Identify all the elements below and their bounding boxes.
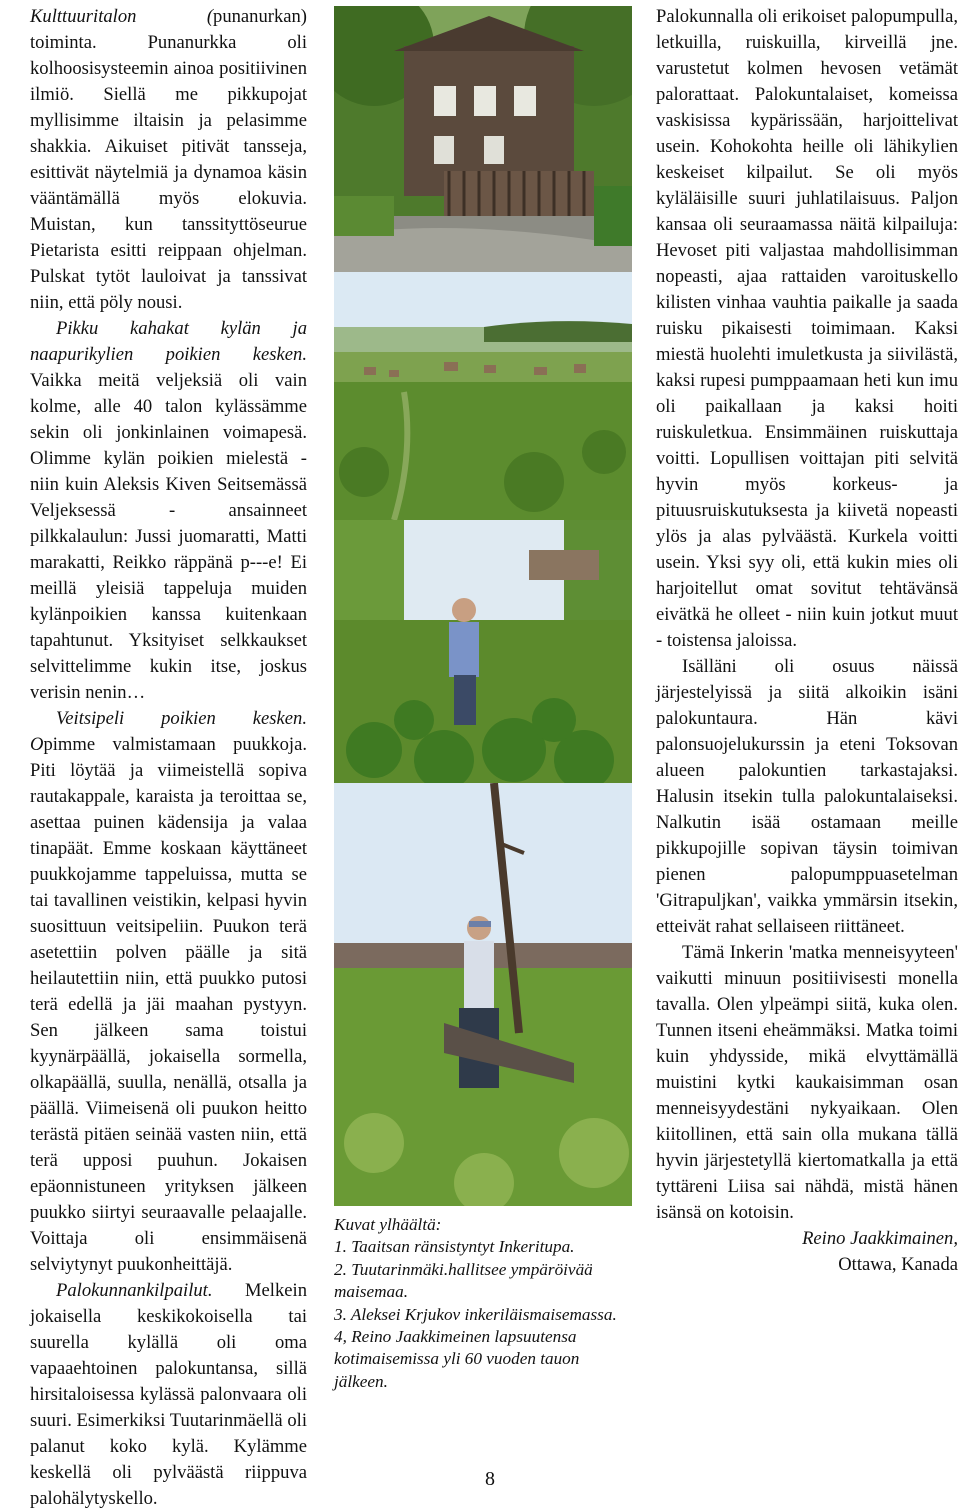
caption-1: 1. Taaitsan ränsistyntyt Inkeritupa. <box>334 1237 575 1257</box>
text-column-right <box>656 4 958 1278</box>
author-location: Ottawa, Kanada <box>838 1254 958 1275</box>
photo-man-in-garden <box>334 520 632 783</box>
photo-captions <box>334 1214 634 1393</box>
paragraph-knife-game <box>30 706 307 1278</box>
caption-2: 2. Tuutarinmäki.hallitsee ympäröivää maisemaa. <box>334 1259 593 1302</box>
paragraph-father: Isälläni oli osuus näissä järjestelyissä ja siitä alkoikin isäni palokuntaura. Hän kävi palonsuojelukurssin ja eteni Toksovan alueen palokuntien tarkastajaksi. Halusin itsekin tulla palokuntalaiseksi. Nalkutin isää ostamaan meille pikkupojille sopivan täysin toimivan pienen palopumppuasetelman 'Gitrapuljkan', vaikka ymmärsin itsekin, etteivät rahat sellaiseen riittäneet. <box>656 656 958 937</box>
photo-old-house <box>334 6 632 272</box>
section-lead: Pikku kahakat kylän ja naapurikylien poikien kesken. <box>30 318 307 365</box>
paragraph-text: Vaikka meitä veljeksiä oli vain kolme, alle 40 talon kylässämme sekin oli jonkinlainen voimapesä. Olimme kylän poikien mielestä - niin kuin Aleksis Kiven Seitsemässä Veljeksessä - ansainneet pilkkalaulun: Jussi juomaratti, Matti marakatti, Reikko räppänä p---e! Ei meillä yleisiä tappeluja muiden kylänpoikien kanssa kuitenkaan tapahtunut. Yksityiset selkkaukset selvittelimme kukin itse, joskus verisin nenin… <box>30 370 307 703</box>
paragraph-culture-house <box>30 4 307 316</box>
section-lead: Kulttuuritalon ( <box>30 6 214 27</box>
photo-village-view <box>334 272 632 520</box>
paragraph-fire-brigade <box>30 1278 307 1512</box>
paragraph-skirmishes <box>30 316 307 706</box>
captions-header: Kuvat ylhäältä: <box>334 1215 442 1234</box>
paragraph-fire-carts: Palokunnalla oli erikoiset palopumpulla, letkuilla, ruiskuilla, kirveillä jne. varustetut kolmen hevosen vetämät palorattaat. Palokuntalaiset, komeissa vaskisissa kypärissään, harjoittelivat usein. Kohokohta heille oli lähikylien keskeiset kilpailut. Se oli myös kyläläisille suuri juhlatilaisuus. Paljon kansaa oli seuraamassa näitä kilpailuja: Hevoset piti valjastaa mahdollisimman nopeasti, ajaa rattaiden varoituskello kilisten vinhaa vauhtia paikalle ja saada ruisku pikaisesti toimimaan. Kaksi miestä huolehti imuletkusta ja siivilästä, kaksi rupesi pumppaamaan heti kun imu oli paikallaan ja kaksi hoiti ruiskuletkua. Ensimmäinen ruiskuttaja voitti. Lopullisen voittajan piti selvitä hyvin myös korkeus- ja pituusruiskutuksesta ja kiivetä nopeasti ylös ja alas pylväästä. Kurkela voitti usein. Yksi syy oli, että kukin mies oli harjoitellut omat sovitut tehtävänsä eivätkä he olleet - niin kuin jotkut muut - toistensa jaloissa. <box>656 6 958 651</box>
paragraph-text: pimme valmistamaan puukkoja. Piti löytää ja viimeistellä sopiva rautakappale, karaista ja teroittaa se, asettaa puinen kädensija ja valaa tinapäät. Emme koskaan käyttäneet puukkojamme tappeluissa, mutta se tai tavallinen veistikin, kelpasi hyvin suosittuun veitsipeliin. Puukon terä asetettiin polven päälle ja sitä heilautettiin niin, että puukko putosi terä edellä ja jäi maahan pystyyn. Sen jälkeen sama toistui kyynärpäällä, jokaisella sormella, olkapäällä, suulla, nenällä, otsalla ja päällä. Viimeisenä oli puukon heitto terästä pitäen seinää vasten niin, että terä upposi puuhun. Jokaisen epäonnistuneen yrityksen jälkeen puukko siirtyi seuraavalle pelaajalle. Voittaja oli ensimmäisenä selviytynyt puukonheittäjä. <box>30 734 307 1275</box>
section-lead: Palokunnankilpailut. <box>56 1280 213 1301</box>
section-lead: Veitsipeli poikien kesken. O <box>30 708 307 755</box>
author-name: Reino Jaakkimainen, <box>802 1228 958 1249</box>
paragraph-text: Melkein jokaisella keskikokoisella tai suurella kylällä oli oma vapaaehtoinen palokuntansa, sillä hirsitaloisessa kylässä palonvaara oli suuri. Esimerkiksi Tuutarinmäellä oli palanut koko kylä. Kylämme keskellä oli pylväästä riippuva palohälytyskello. <box>30 1280 307 1509</box>
paragraph-text: punanurkan) toiminta. Punanurkka oli kolhoosisysteemin ainoa positiivinen ilmiö. Siellä me pikkupojat myllisimme iltaisin ja pelasimme shakkia. Aikuiset pitivät tansseja, esittivät näytelmiä ja dynamoa käsin vääntämällä myös elokuvia. Muistan, kun tanssityttöseurue Pietarista esitti reippaan ohjelman. Pulskat tytöt lauloivat ja tanssivat niin, että pöly nousi. <box>30 6 307 313</box>
caption-4: 4, Reino Jaakkimeinen lapsuutensa kotimaisemissa yli 60 vuoden tauon jälkeen. <box>334 1327 580 1391</box>
page-number: 8 <box>485 1468 495 1490</box>
paragraph-journey: Tämä Inkerin 'matka menneisyyteen' vaikutti minuun positiivisesti monella tavalla. Olen ylpeämpi siitä, kuka olen. Tunnen itseni eheämmäksi. Matka toimi kuin yhdysside, mikä elvyttämällä muistini kytki kaukaisimman osan menneisyydestäni nykyaikaan. Olen kiitollinen, että sain olla mukana tällä hyvin järjestetyllä kiertomatkalla ja että tyttäreni Liisa sai nähdä, mistä hänen isänsä on kotoisin. <box>656 942 958 1223</box>
caption-3: 3. Aleksei Krjukov inkeriläismaisemassa. <box>334 1304 617 1324</box>
text-column-left <box>30 4 307 1512</box>
photo-man-by-well <box>334 783 632 1206</box>
